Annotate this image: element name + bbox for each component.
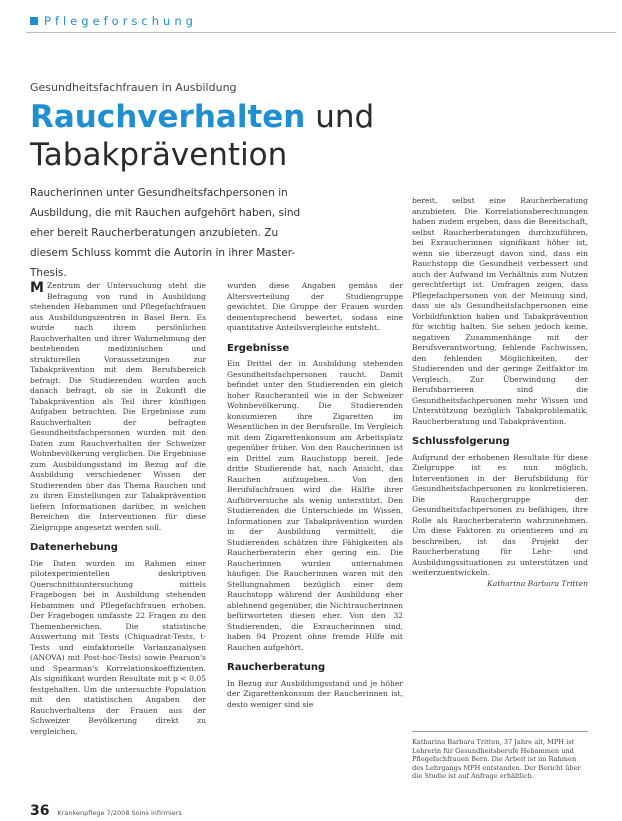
article-kicker: Gesundheitsfachfrauen in Ausbildung bbox=[30, 81, 237, 94]
heading-raucherberatung: Raucherberatung bbox=[227, 662, 326, 673]
section-header bbox=[30, 14, 197, 28]
raucherberatung-paragraph: In Bezug zur Ausbildungsstand und je höher der Zigarettenkonsum der Raucherinnen ist, desto weniger sind sie bbox=[227, 678, 403, 709]
intro-paragraph bbox=[30, 281, 206, 533]
intro-text: Zentrum der Untersuchung steht die Befragung von rund in Ausbildung stehenden Hebammen und Pflegefachfrauen aus Ausbildungszentren in Basel Bern. Es wurde nach ihrem persönlichen Rauchverhalten und ihrer Wahrnehmung der bestehenden medizinischen und strukturellen Voraussetzungen zur Tabakprävention mit dem Berufsbereich befragt. Die Studierenden wurden auch danach befragt, ob sie in Zukunft die Tabakprävention als Teil ihrer künftigen Aufgaben betrachten. Die Ergebnisse zum Rauchverhalten der befragten Gesundheitsfachpersonen wurden mit den Daten zum Rauchverhalten der Schweizer Wohnbevölkerung verglichen. Die Ergebnisse zum Ausbildungsstand im Bezug auf die Ausbildung verschiedener Wissen der Studierenden über das Thema Rauchen und zu ihren Einstellungen zur Tabakprävention liefern Informationen darüber, in welchen Bereichen die Interventionen für diese Zielgruppe angesetzt werden soll. bbox=[30, 281, 206, 532]
column-2 bbox=[227, 281, 403, 811]
article-title bbox=[30, 98, 550, 174]
heading-ergebnisse: Ergebnisse bbox=[227, 342, 290, 354]
col3-top-paragraph: bereit, selbst eine Raucherberatung anzubieten. Die Korrelationsberechnungen haben zudem ergeben, dass die Bereitschaft, selbst Raucherberatungen durchzuführen, bei Exraucherinnen signifikant höher ist, wenn sie überzeugt davon sind, dass ein Rauchstopp die Gesundheit verbessert und auch der Aufwand im Verhältnis zum Nutzen gerechtfertigt ist. Umfragen zeigen, dass Pflegefachpersonen von der Meinung sind, dass sie als Gesundheitsfachpersonen eine Vorbildfunktion haben und Tabakprävention für wichtig halten. Sie sehen jedoch keine, negativen Zusammenhänge mit der Berufsverantwortung, fehlende Fachwissen, den fehlenden Möglichkeiten, der Studierenden und der geringe Zeitfaktor im Vergleich. Zur Überwindung der Berufsbarrieren sind die Gesundheitsfachpersonen mehr Wissen und Unterstützung bezüglich Tabakproblematik, Raucherberatung und Tabakprävention. bbox=[412, 196, 588, 426]
header-rule bbox=[26, 32, 616, 33]
column-3 bbox=[412, 196, 588, 721]
author-signature: Katharina Barbara Tritten bbox=[487, 578, 588, 588]
section-title: Pflegeforschung bbox=[44, 14, 197, 28]
page-number: 36 bbox=[30, 803, 50, 819]
page-footer bbox=[30, 803, 182, 819]
title-rest: und Tabakprävention bbox=[30, 99, 375, 173]
section-square-icon bbox=[30, 17, 38, 25]
heading-schlussfolgerung: Schlussfolgerung bbox=[412, 436, 510, 447]
ergebnisse-paragraph: Ein Drittel der in Ausbildung stehenden Gesundheitsfachpersonen raucht. Damit befindet unter den Studierenden ein gleich hoher Raucheranteil wie in der Schweizer Wohnbevölkerung. Die Studierenden konsumieren ihre Zigaretten im Wesentlichen in der Berufsrolle. Im Vergleich mit dem Zigarettenkonsum am Arbeitsplatz gegenüber früher. Von den Raucherinnen ist ein Drittel zum Rauchstopp bereit. Jede dritte Studierende hat, nach Ansicht, das Rauchen aufzugeben. Von den Berufsfachfrauen wird die Hälfte ihrer Aufhörversuche als wenig unterstützt. Den Studierenden die Unterschiede im Wissen, Informationen zur Tabakprävention wurden in der Ausbildung vermittelt, die Studierenden schätzen ihre Fähigkeiten als Raucherberaterin eher gering ein. Die Raucherinnen wurden unternahmen häufiger. Die Raucherinnen waren mit den Stellungnahmen bezüglich einer dem Rauchstopp während der Ausbildung eher ablehnend gegenüber, die Nichtraucherinnen befürworteten diesen eher. Von den 32 Studierenden, die Exraucherinnen sind, haben 94 Prozent ohne fremde Hilfe mit Rauchen aufgehört. bbox=[227, 359, 403, 652]
heading-datenerhebung: Datenerhebung bbox=[30, 542, 118, 553]
column-1 bbox=[30, 281, 206, 801]
col2-top-paragraph: wurden diese Angaben gemäss der Altersverteilung der Studiengruppe gewichtet. Die Gruppe der Frauen wurden dementsprechend bewertet, sodass eine quantitative Anteilsvergleiche entsteht. bbox=[227, 281, 403, 332]
journal-info: Krankenpflege 7/2008 Soins infirmiers bbox=[57, 809, 182, 817]
schlussfolgerung-paragraph: Aufgrund der erhobenen Resultate für diese Zielgruppe ist es nun möglich, Interventionen in der Berufsbildung für Gesundheitsfachpersonen zu konkretisieren. Die Rauchergruppe der Gesundheitsfachpersonen zu befähigen, ihre Rolle als Raucherberaterin wahrzunehmen. Um diese Faktoren zu orientieren und zu beschreiben, ist das Projekt der Raucherberatung für Lehr- und Ausbildungssituationen zu unterstützen und weiterzuentwickeln. bbox=[412, 452, 588, 577]
article-lead: Raucherinnen unter Gesundheitsfachpersonen in Ausbildung, die mit Rauchen aufgehört haben, sind eher bereit Raucherberatungen anzubieten. Zu diesem Schluss kommt die Autorin in ihrer Master-Thesis. bbox=[30, 187, 301, 279]
datenerhebung-paragraph: Die Daten wurden im Rahmen einer pilotexperimentellen deskriptiven Querschnittsuntersuchung mittels Fragebogen bei in Ausbildung stehenden Hebammen und Pflegefachfrauen erhoben. Der Fragebogen umfasste 22 Fragen zu den Themenbereichen. Die statistische Auswertung mit Tests (Chiquadrat-Tests, t-Tests und einfaktorielle Varianzanalysen (ANOVA) mit Post-hoc-Tests) sowie Pearson's und Spearman's Korrelationskoeffizienten. Als signifikant wurden Resultate mit p < 0,05 festgehalten. Um die untersuchte Population mit den statistischen Angaben der Rauchverhaltens der Frauen aus der Schweizer Bevölkerung direkt zu vergleichen, bbox=[30, 558, 206, 736]
drop-cap: M bbox=[30, 281, 44, 296]
title-highlight: Rauchverhalten bbox=[30, 99, 306, 135]
author-bio: Katharina Barbara Tritten, 37 Jahre alt, MPH ist Lehrerin für Gesundheitsberufe Hebammen und Pflegefachfrauen Bern. Die Arbeit ist im Rahmen des Lehrgangs MPH entstanden. Der Bericht über die Studie ist auf Anfrage erhältlich. bbox=[412, 731, 588, 781]
